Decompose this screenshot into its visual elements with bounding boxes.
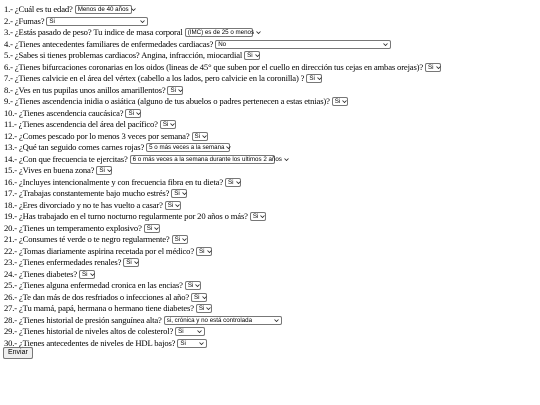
answer-select[interactable] [185, 28, 253, 37]
answer-select[interactable] [123, 258, 139, 267]
question-row [4, 165, 538, 177]
answer-select[interactable] [130, 155, 282, 164]
question-text: 29.- ¿Tienes historial de niveles altos de colesterol? [4, 326, 174, 336]
answer-select[interactable] [215, 40, 391, 49]
question-text: 16.- ¿Incluyes intencionalmente y con frecuencia fibra en tu dieta? [4, 176, 224, 187]
answer-value: Si [174, 236, 181, 244]
chevron-down-icon [90, 272, 95, 277]
question-text: 18.- ¿Eres divorciado y no te has vuelto a casar? [4, 199, 163, 210]
answer-select[interactable] [171, 189, 187, 198]
question-row [4, 315, 538, 327]
answer-select[interactable] [225, 178, 241, 187]
question-text: 19.- ¿Has trabajado en el turno nocturno regularmente por 20 años o más? [4, 211, 248, 221]
chevron-down-icon [195, 283, 200, 288]
answer-select[interactable] [192, 132, 208, 141]
chevron-down-icon [284, 157, 289, 162]
question-row [4, 85, 538, 97]
questionnaire-form [4, 4, 538, 349]
answer-value: Si [334, 98, 341, 106]
answer-select[interactable] [146, 143, 230, 152]
answer-value: Menos de 40 años [77, 6, 129, 14]
answer-value: Si [428, 63, 434, 71]
question-row [4, 280, 538, 292]
answer-value: Si [247, 52, 253, 60]
question-text: 30.- ¿Tienes antecedentes de niveles de HDL bajos? [4, 337, 176, 348]
question-text: 21.- ¿Consumes té verde o te negro regularmente? [4, 234, 170, 244]
question-text: 13.- ¿Qué tan seguido comes carnes rojas? [4, 142, 145, 152]
question-text: 15.- ¿Vives en buena zona? [4, 165, 95, 175]
answer-value: Si [228, 178, 234, 186]
chevron-down-icon [197, 329, 202, 334]
chevron-down-icon [256, 30, 261, 35]
answer-select[interactable] [196, 247, 212, 256]
question-text: 17.- ¿Trabajas constantemente bajo mucho estrés? [4, 188, 170, 198]
answer-value: Si [180, 339, 186, 347]
chevron-down-icon [260, 214, 265, 219]
question-text: 25.- ¿Tienes alguna enfermedad cronica en las encias? [4, 280, 183, 290]
chevron-down-icon [182, 237, 187, 242]
chevron-down-icon [383, 42, 388, 47]
answer-select[interactable] [191, 293, 207, 302]
question-row [4, 338, 538, 350]
answer-select[interactable] [332, 97, 348, 106]
question-row [4, 269, 538, 281]
question-row [4, 119, 538, 131]
question-text: 11.- ¿Tienes ascendencia del área del pacífico? [4, 119, 158, 129]
answer-value: Si [199, 247, 205, 255]
answer-select[interactable] [125, 109, 141, 118]
question-row [4, 154, 538, 166]
question-row [4, 303, 538, 315]
question-row [4, 177, 538, 189]
chevron-down-icon [175, 203, 180, 208]
question-row [4, 27, 538, 39]
chevron-down-icon [182, 191, 187, 196]
question-text: 24.- ¿Tienes diabetes? [4, 268, 77, 279]
answer-value: Si [187, 282, 194, 290]
question-row [4, 188, 538, 200]
question-text: 28.- ¿Tienes historial de presión sanguínea alta? [4, 314, 162, 325]
chevron-down-icon [317, 76, 322, 81]
question-text: 3.- ¿Estás pasado de peso? Tu indice de masa corporal [4, 27, 183, 37]
question-text: 14.- ¿Con que frecuencia te ejercitas? [4, 153, 128, 164]
question-text: 23.- ¿Tienes enfermedades renales? [4, 257, 122, 267]
answer-value: Si [198, 305, 205, 313]
chevron-down-icon [436, 65, 441, 70]
question-row [4, 16, 538, 28]
question-row [4, 142, 538, 154]
answer-value: Si [174, 190, 180, 198]
question-text: 12.- ¿Comes pescado por lo menos 3 veces por semana? [4, 130, 190, 141]
answer-select[interactable] [160, 120, 176, 129]
question-row [4, 223, 538, 235]
question-text: 7.- ¿Tienes calvicie en el área del vértex (cabello a los lados, pero calvicie en la coronilla) ? [4, 73, 305, 83]
answer-select[interactable] [46, 17, 148, 26]
answer-value: Si [167, 201, 174, 209]
question-text: 9.- ¿Tienes ascendencia inidia o asiática (alguno de tus abuelos o padres pertenecen a estas etnias)? [4, 96, 330, 106]
answer-value: Si [194, 293, 200, 301]
answer-value: si, crónica y no está controlada [166, 316, 253, 324]
answer-value: Si [99, 167, 105, 175]
chevron-down-icon [207, 249, 212, 254]
question-text: 20.- ¿Tienes un temperamento explosivo? [4, 222, 142, 233]
question-row [4, 257, 538, 269]
question-row [4, 326, 538, 338]
chevron-down-icon [342, 99, 347, 104]
answer-value: Si [309, 75, 315, 83]
chevron-down-icon [134, 260, 139, 265]
answer-value: Si [49, 17, 55, 25]
answer-value: Si [128, 109, 134, 117]
answer-select[interactable] [79, 270, 95, 279]
answer-value: Si [252, 213, 259, 221]
question-row [4, 4, 538, 16]
answer-select[interactable] [75, 5, 132, 14]
question-row [4, 131, 538, 143]
question-row [4, 211, 538, 223]
answer-value: Si [162, 121, 169, 129]
question-row [4, 96, 538, 108]
question-text: 2.- ¿Fumas? [4, 15, 45, 26]
chevron-down-icon [202, 295, 207, 300]
chevron-down-icon [236, 180, 241, 185]
answer-select[interactable] [175, 327, 205, 336]
answer-select[interactable] [177, 339, 207, 348]
answer-select[interactable] [244, 51, 260, 60]
question-text: 8.- ¿Ves en tus pupilas unos anillos amarillentos? [4, 84, 166, 95]
answer-select[interactable] [196, 304, 212, 313]
answer-value: Si [178, 328, 184, 336]
answer-select[interactable] [172, 235, 188, 244]
question-text: 4.- ¿Tienes antecedentes familiares de enfermedades cardiacas? [4, 38, 214, 49]
chevron-down-icon [107, 168, 112, 173]
question-row [4, 200, 538, 212]
question-row [4, 246, 538, 258]
chevron-down-icon [274, 318, 279, 323]
chevron-down-icon [140, 19, 145, 24]
answer-select[interactable] [250, 212, 266, 221]
answer-value: 5 o más veces a la semana [149, 144, 225, 152]
question-text: 1.- ¿Cuál es tu edad? [4, 4, 73, 14]
question-text: 10.- ¿Tienes ascendencia caucásica? [4, 107, 124, 118]
answer-select[interactable] [425, 63, 441, 72]
question-row [4, 39, 538, 51]
answer-select[interactable] [96, 166, 112, 175]
chevron-down-icon [255, 53, 260, 58]
question-row [4, 73, 538, 85]
question-row [4, 292, 538, 304]
question-row [4, 62, 538, 74]
chevron-down-icon [202, 134, 207, 139]
question-text: 22.- ¿Tomas diariamente aspirina recetada por el médico? [4, 245, 194, 256]
chevron-down-icon [136, 111, 141, 116]
answer-value: Si [82, 270, 88, 278]
question-text: 5.- ¿Sabes si tienes problemas cardiacos? Angina, infracción, miocardial [4, 50, 243, 60]
question-row [4, 234, 538, 246]
chevron-down-icon [206, 306, 211, 311]
answer-value: No [218, 40, 227, 48]
answer-value: Si [126, 259, 132, 267]
question-text: 6.- ¿Tienes bifurcaciones coronarias en los oidos (lineas de 45° que suben por el cuello en dirección tus cejas en ambas orejas)? [4, 61, 424, 72]
chevron-down-icon [178, 88, 183, 93]
answer-select[interactable] [144, 224, 160, 233]
answer-value: Si [146, 224, 153, 232]
answer-value: Si [194, 132, 201, 140]
chevron-down-icon [199, 341, 204, 346]
answer-select[interactable] [167, 86, 183, 95]
answer-select[interactable] [185, 281, 201, 290]
chevron-down-icon [170, 122, 175, 127]
answer-value: (IMC) es de 25 o menos [187, 29, 255, 37]
chevron-down-icon [226, 145, 231, 150]
chevron-down-icon [154, 226, 159, 231]
question-row [4, 108, 538, 120]
answer-select[interactable] [164, 316, 282, 325]
answer-value: 6 o más veces a la semana durante los ultimos 2 años [132, 155, 282, 163]
question-text: 26.- ¿Te dan más de dos resfriados o infecciones al año? [4, 291, 190, 302]
chevron-down-icon [131, 7, 136, 12]
submit-button[interactable]: Enviar [3, 347, 33, 359]
question-text: 27.- ¿Tu mamá, papá, hermana o hermano tiene diabetes? [4, 303, 194, 313]
question-row [4, 50, 538, 62]
answer-select[interactable] [165, 201, 181, 210]
answer-select[interactable] [306, 74, 322, 83]
answer-value: Si [170, 86, 176, 94]
